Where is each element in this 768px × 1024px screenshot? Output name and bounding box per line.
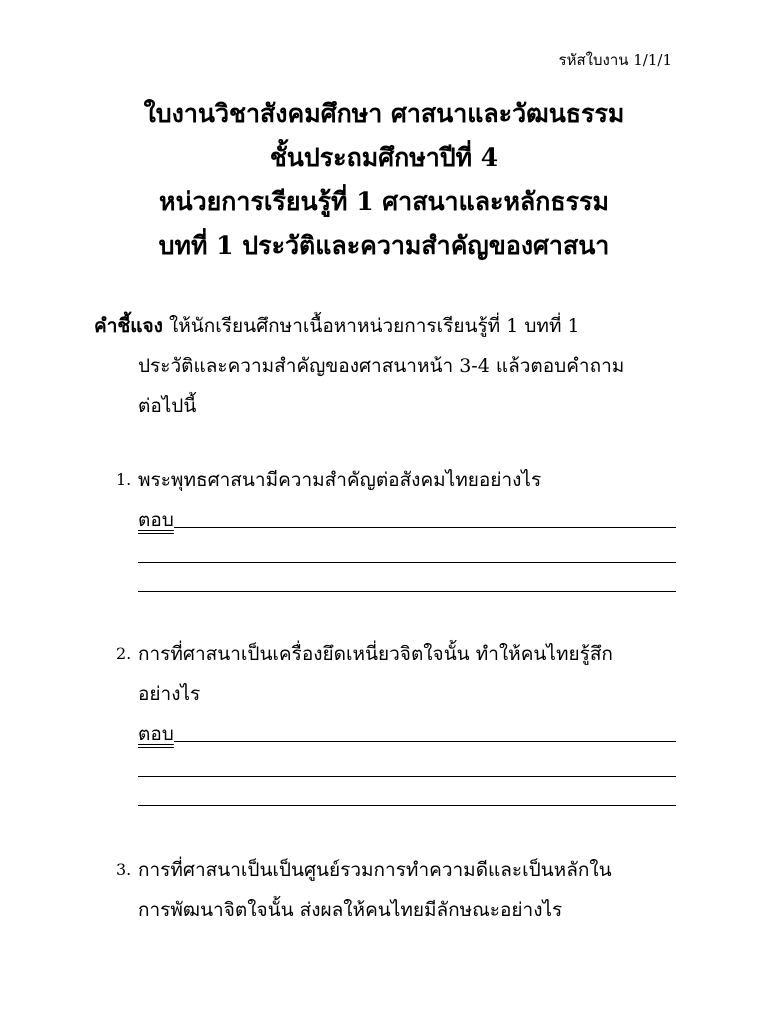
question-3: [116, 850, 676, 930]
question-number: 3.: [116, 860, 132, 879]
question-number: 2.: [116, 644, 132, 663]
answer-blank-line[interactable]: [138, 748, 676, 777]
question-text: การที่ศาสนาเป็นเครื่องยึดเหนี่ยวจิตใจนั้น ทำให้คนไทยรู้สึก: [138, 643, 613, 665]
instructions-text-1: ให้นักเรียนศึกษาเนื้อหาหน่วยการเรียนรู้ที่ 1 บทที่ 1: [168, 315, 580, 337]
answer-blank-line[interactable]: [138, 534, 676, 563]
question-2: [116, 634, 676, 806]
answer-field[interactable]: [138, 714, 676, 748]
title-chapter: บทที่ 1 ประวัติและความสำคัญของศาสนา: [158, 231, 610, 260]
question-text: พระพุทธศาสนามีความสำคัญต่อสังคมไทยอย่างไร: [138, 469, 542, 491]
question-1: [116, 460, 676, 592]
worksheet-code: รหัสใบงาน 1/1/1: [558, 51, 672, 69]
title-unit: หน่วยการเรียนรู้ที่ 1 ศาสนาและหลักธรรม: [159, 187, 609, 216]
question-text-continued: อย่างไร: [138, 683, 201, 705]
instructions-label: คำชี้แจง: [94, 315, 163, 337]
instructions-text-3: ต่อไปนี้: [138, 395, 197, 417]
answer-label: ตอบ: [138, 723, 174, 745]
answer-field[interactable]: [138, 500, 676, 534]
answer-line[interactable]: [174, 526, 676, 528]
title-block: [0, 92, 768, 268]
question-number: 1.: [116, 470, 132, 489]
instructions: [94, 306, 684, 426]
title-grade: ชั้นประถมศึกษาปีที่ 4: [269, 143, 499, 172]
question-text-continued: การพัฒนาจิตใจนั้น ส่งผลให้คนไทยมีลักษณะอย่างไร: [138, 899, 563, 921]
answer-blank-line[interactable]: [138, 563, 676, 592]
answer-line[interactable]: [174, 740, 676, 742]
answer-label: ตอบ: [138, 509, 174, 531]
instructions-text-2: ประวัติและความสำคัญของศาสนาหน้า 3-4 แล้วตอบคำถาม: [138, 355, 625, 377]
question-text: การที่ศาสนาเป็นเป็นศูนย์รวมการทำความดีและเป็นหลักใน: [138, 859, 612, 881]
answer-blank-line[interactable]: [138, 777, 676, 806]
title-subject: ใบงานวิชาสังคมศึกษา ศาสนาและวัฒนธรรม: [143, 99, 625, 128]
